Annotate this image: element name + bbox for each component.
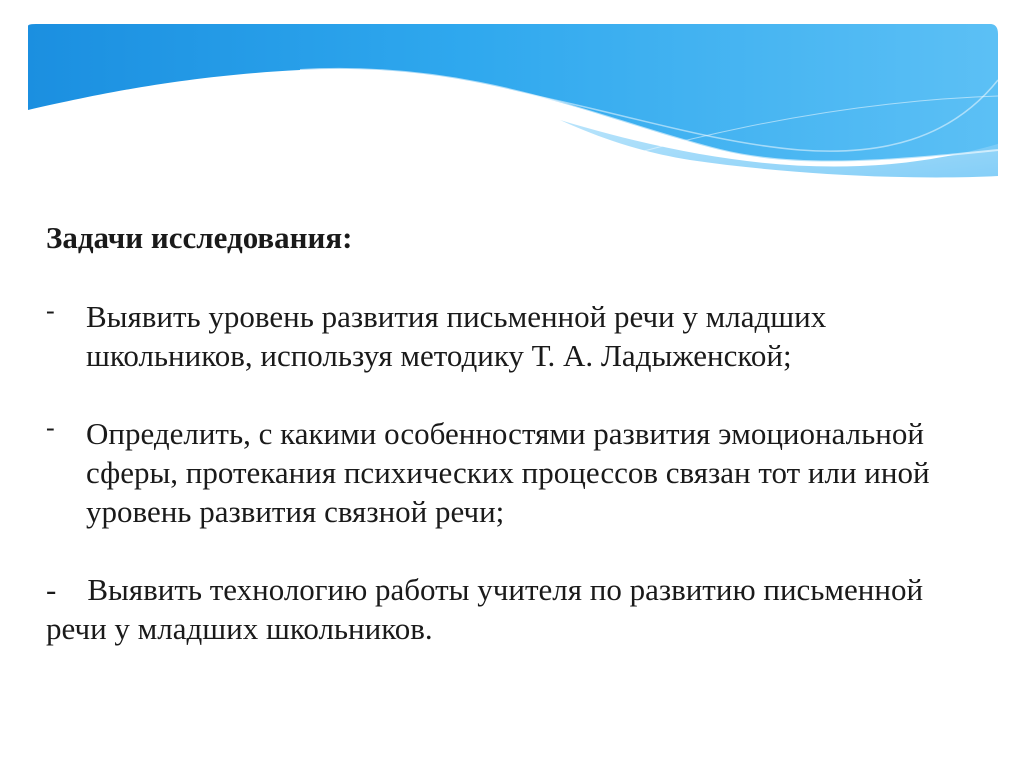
task-item-1 xyxy=(46,297,986,375)
slide-content xyxy=(46,218,986,648)
task-text: Определить, с какими особенностями развития эмоциональной сферы, протекания психических процессов связан тот или иной уровень развития связной речи; xyxy=(86,416,930,529)
task-marker: - xyxy=(46,296,55,325)
task-item-3 xyxy=(46,570,986,648)
task-marker: - xyxy=(46,413,55,442)
task-marker: - xyxy=(46,572,57,607)
task-text: Выявить технологию работы учителя по развитию письменной речи у младших школьников. xyxy=(46,572,924,646)
task-item-2 xyxy=(46,414,986,531)
header-wave-decoration xyxy=(0,0,1024,200)
slide-title: Задачи исследования: xyxy=(46,220,353,255)
task-text: Выявить уровень развития письменной речи у младших школьников, используя методику Т. А. Ладыженской; xyxy=(86,299,827,373)
